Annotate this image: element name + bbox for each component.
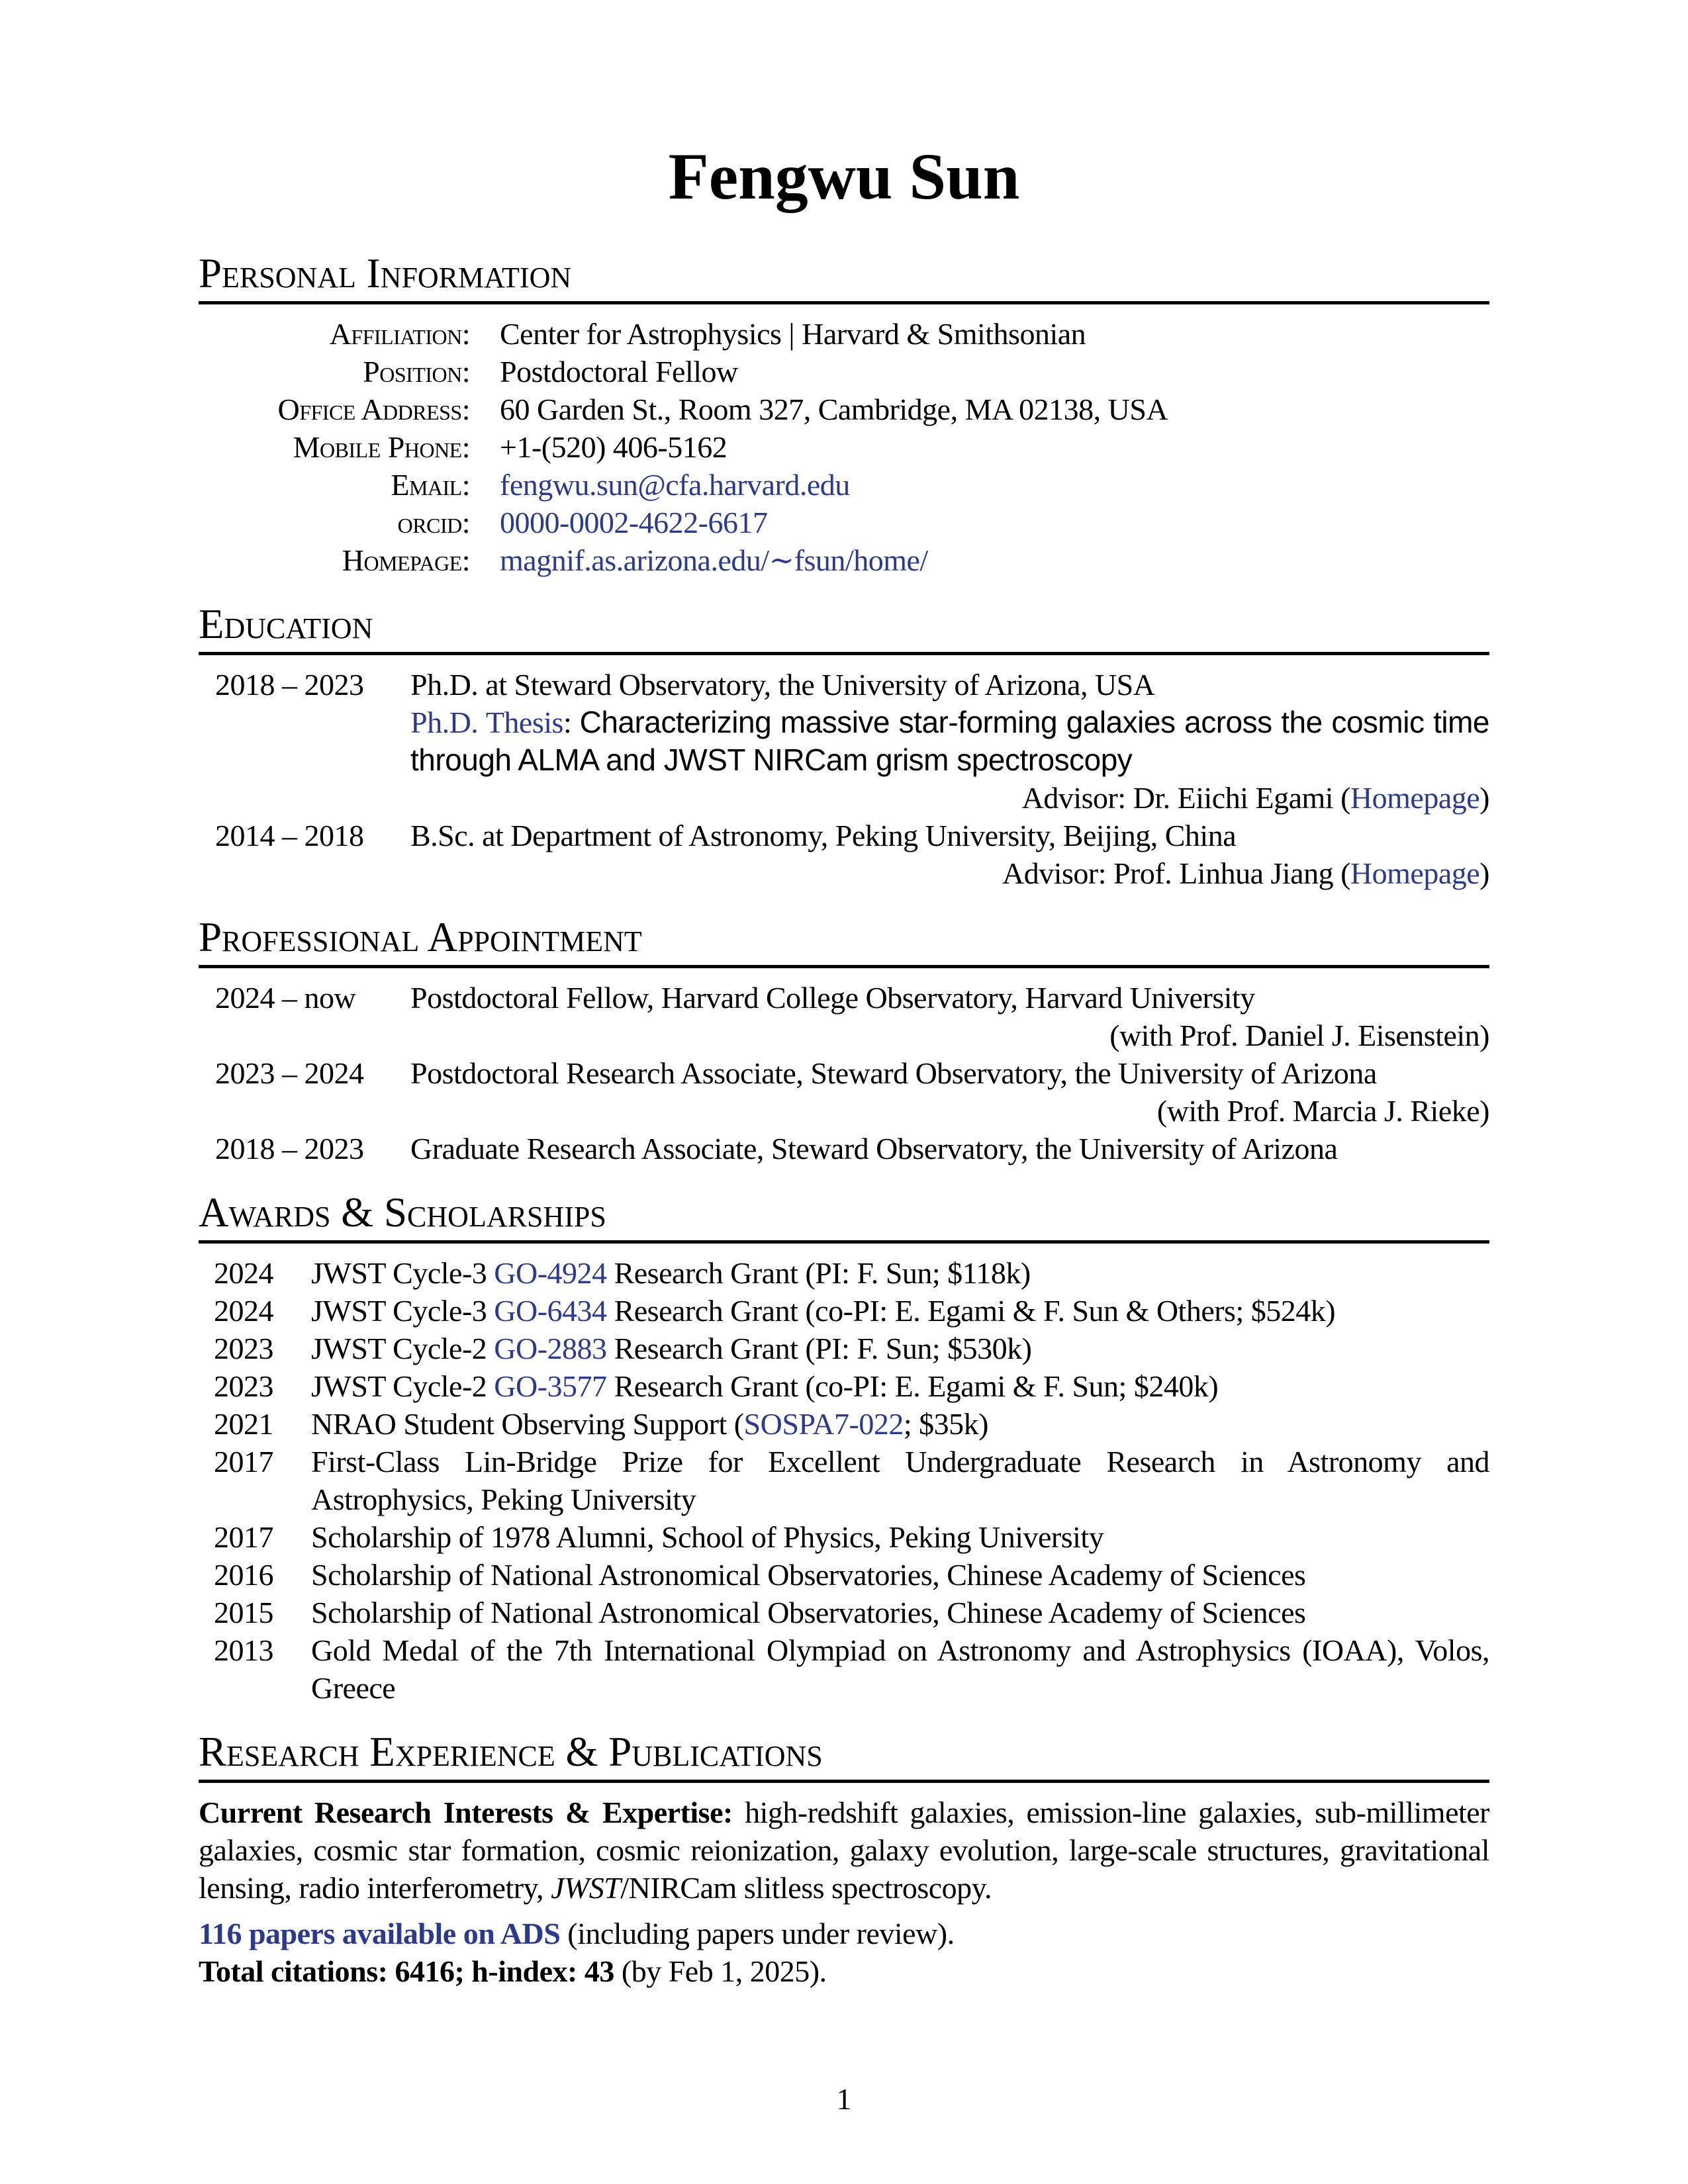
cv-title: Fengwu Sun [668, 140, 1020, 213]
ads-papers-line [199, 1915, 1489, 1952]
award-grant-link[interactable]: GO-4924 [494, 1256, 607, 1290]
personal-label: Affiliation: [329, 317, 470, 351]
interests-jwst: JWST [551, 1871, 621, 1905]
personal-value-mobile-phone: +1-(520) 406-5162 [500, 430, 727, 464]
citations-line [199, 1952, 1489, 1990]
appointment-position: Postdoctoral Research Associate, Steward Observatory, the University of Arizona [410, 1056, 1377, 1090]
personal-label: Position: [363, 355, 470, 388]
award-year: 2024 [214, 1294, 273, 1328]
award-year: 2023 [214, 1332, 273, 1365]
awards-list [199, 1254, 1489, 1707]
advisor-text: Advisor: Dr. Eiichi Egami ( [1021, 781, 1350, 815]
personal-label: Homepage: [342, 543, 470, 577]
award-text-prefix: JWST Cycle-2 [311, 1369, 494, 1403]
education-years: 2014 – 2018 [215, 819, 364, 852]
award-text-prefix: JWST Cycle-3 [311, 1256, 494, 1290]
award-text-suffix: Research Grant (PI: F. Sun; $530k) [606, 1332, 1032, 1365]
phd-thesis-title: Characterizing massive star-forming galaxies across the cosmic time through ALMA and JWST NIRCam grism spectroscopy [410, 705, 1489, 777]
award-text-prefix: JWST Cycle-2 [311, 1332, 494, 1365]
interests-label: Current Research Interests & Expertise: [199, 1796, 733, 1829]
award-text: Scholarship of National Astronomical Observatories, Chinese Academy of Sciences [311, 1558, 1306, 1592]
cv-page [199, 0, 1489, 1990]
personal-row-office-address [199, 390, 1489, 428]
education-item-bsc [199, 817, 1489, 892]
advisor-line [410, 854, 1489, 892]
section-personal-information [199, 250, 1489, 579]
section-heading-research-experience-publications: Research Experience & Publications [199, 1731, 1489, 1783]
appointment-with-note: (with Prof. Marcia J. Rieke) [1156, 1094, 1489, 1128]
award-text [311, 1405, 1489, 1443]
award-text-suffix: Research Grant (PI: F. Sun; $118k) [606, 1256, 1031, 1290]
thesis-separator: : [563, 705, 580, 739]
section-research-experience-publications [199, 1731, 1489, 1990]
personal-value-office-address: 60 Garden St., Room 327, Cambridge, MA 02138, USA [500, 392, 1168, 426]
personal-row-affiliation [199, 315, 1489, 353]
appointment-list [199, 979, 1489, 1167]
phd-thesis-link[interactable]: Ph.D. Thesis [410, 705, 563, 739]
award-item [199, 1631, 1489, 1707]
award-text: First-Class Lin-Bridge Prize for Excellent Undergraduate Research in Astronomy and Astrophysics, Peking University [311, 1445, 1489, 1516]
award-grant-link[interactable]: SOSPA7-022 [743, 1407, 904, 1441]
award-text [311, 1367, 1489, 1405]
citations-stats: Total citations: 6416; h-index: 43 [199, 1954, 614, 1988]
personal-row-homepage [199, 541, 1489, 579]
award-item [199, 1367, 1489, 1405]
award-text-suffix: ; $35k) [903, 1407, 988, 1441]
homepage-link[interactable]: magnif.as.arizona.edu/∼fsun/home/ [500, 543, 928, 577]
appointment-position: Postdoctoral Fellow, Harvard College Observatory, Harvard University [410, 981, 1255, 1015]
appointment-body [410, 1130, 1489, 1167]
award-text-suffix: Research Grant (co-PI: E. Egami & F. Sun & Others; $524k) [606, 1294, 1336, 1328]
award-year: 2016 [214, 1558, 273, 1592]
personal-row-position [199, 353, 1489, 390]
education-degree: B.Sc. at Department of Astronomy, Peking University, Beijing, China [410, 819, 1237, 852]
award-item [199, 1292, 1489, 1330]
education-item-phd [199, 666, 1489, 817]
orcid-link[interactable]: 0000-0002-4622-6617 [500, 506, 768, 539]
award-text: Scholarship of National Astronomical Observatories, Chinese Academy of Sciences [311, 1596, 1306, 1629]
award-year: 2021 [214, 1407, 273, 1441]
award-item [199, 1594, 1489, 1631]
section-heading-professional-appointment: Professional Appointment [199, 917, 1489, 968]
interests-text-end: /NIRCam slitless spectroscopy. [620, 1871, 992, 1905]
citations-date: (by Feb 1, 2025). [614, 1954, 827, 1988]
appointment-years: 2018 – 2023 [215, 1132, 364, 1165]
award-grant-link[interactable]: GO-6434 [494, 1294, 607, 1328]
email-link[interactable]: fengwu.sun@cfa.harvard.edu [500, 468, 850, 502]
award-year: 2013 [214, 1633, 273, 1667]
appointment-years: 2023 – 2024 [215, 1056, 364, 1090]
award-item [199, 1443, 1489, 1518]
award-grant-link[interactable]: GO-3577 [494, 1369, 607, 1403]
award-year: 2015 [214, 1596, 273, 1629]
personal-value-position: Postdoctoral Fellow [500, 355, 738, 388]
education-body [410, 817, 1489, 892]
award-year: 2023 [214, 1369, 273, 1403]
award-text [311, 1254, 1489, 1292]
appointment-item [199, 1130, 1489, 1167]
section-education [199, 601, 1489, 892]
award-year: 2017 [214, 1445, 273, 1479]
award-text-prefix: JWST Cycle-3 [311, 1294, 494, 1328]
advisor-text: Advisor: Prof. Linhua Jiang ( [1002, 856, 1350, 890]
award-text-prefix: NRAO Student Observing Support ( [311, 1407, 744, 1441]
award-item [199, 1405, 1489, 1443]
section-professional-appointment [199, 914, 1489, 1167]
award-text [311, 1292, 1489, 1330]
personal-row-email [199, 466, 1489, 504]
award-item [199, 1330, 1489, 1367]
advisor-text-close: ) [1479, 781, 1489, 815]
section-heading-education: Education [199, 604, 1489, 655]
page-number: 1 [836, 2082, 852, 2116]
interests-text: high-redshift galaxies, emission-line galaxies, sub-millimeter galaxies, cosmic star formation, cosmic reionization, galaxy evolution, large-scale structures, gravitational lensing, radio interferometry, [199, 1796, 1489, 1905]
personal-label: orcid: [397, 506, 470, 539]
advisor-line [410, 779, 1489, 817]
personal-row-orcid [199, 504, 1489, 541]
award-item [199, 1254, 1489, 1292]
appointment-with-note: (with Prof. Daniel J. Eisenstein) [1109, 1019, 1489, 1052]
education-degree: Ph.D. at Steward Observatory, the University of Arizona, USA [410, 668, 1155, 702]
appointment-item [199, 979, 1489, 1054]
phd-thesis-line [410, 704, 1489, 779]
appointment-body [410, 1054, 1489, 1130]
section-awards-scholarships [199, 1189, 1489, 1707]
personal-label: Email: [391, 468, 470, 502]
personal-row-mobile-phone [199, 428, 1489, 466]
personal-label: Office Address: [277, 392, 470, 426]
ads-papers-link[interactable]: 116 papers available on ADS [199, 1917, 561, 1950]
appointment-years: 2024 – now [215, 981, 356, 1015]
ads-papers-suffix: (including papers under review). [560, 1917, 955, 1950]
appointment-body [410, 979, 1489, 1054]
advisor-homepage-link[interactable]: Homepage [1350, 781, 1480, 815]
education-years: 2018 – 2023 [215, 668, 364, 702]
education-body [410, 666, 1489, 817]
section-heading-personal-information: Personal Information [199, 253, 1489, 304]
award-text: Scholarship of 1978 Alumni, School of Physics, Peking University [311, 1520, 1104, 1554]
appointment-item [199, 1054, 1489, 1130]
award-item [199, 1518, 1489, 1556]
personal-value-affiliation: Center for Astrophysics | Harvard & Smithsonian [500, 317, 1086, 351]
education-list [199, 666, 1489, 892]
award-text: Gold Medal of the 7th International Olympiad on Astronomy and Astrophysics (IOAA), Volos, Greece [311, 1633, 1489, 1705]
research-interests-paragraph [199, 1794, 1489, 1907]
award-text [311, 1330, 1489, 1367]
award-year: 2017 [214, 1520, 273, 1554]
award-grant-link[interactable]: GO-2883 [494, 1332, 607, 1365]
award-year: 2024 [214, 1256, 273, 1290]
personal-label: Mobile Phone: [293, 430, 470, 464]
section-heading-awards-scholarships: Awards & Scholarships [199, 1192, 1489, 1244]
advisor-homepage-link[interactable]: Homepage [1350, 856, 1480, 890]
award-text-suffix: Research Grant (co-PI: E. Egami & F. Sun; $240k) [606, 1369, 1219, 1403]
advisor-text-close: ) [1479, 856, 1489, 890]
personal-info-table [199, 315, 1489, 579]
appointment-position: Graduate Research Associate, Steward Observatory, the University of Arizona [410, 1132, 1338, 1165]
award-item [199, 1556, 1489, 1594]
